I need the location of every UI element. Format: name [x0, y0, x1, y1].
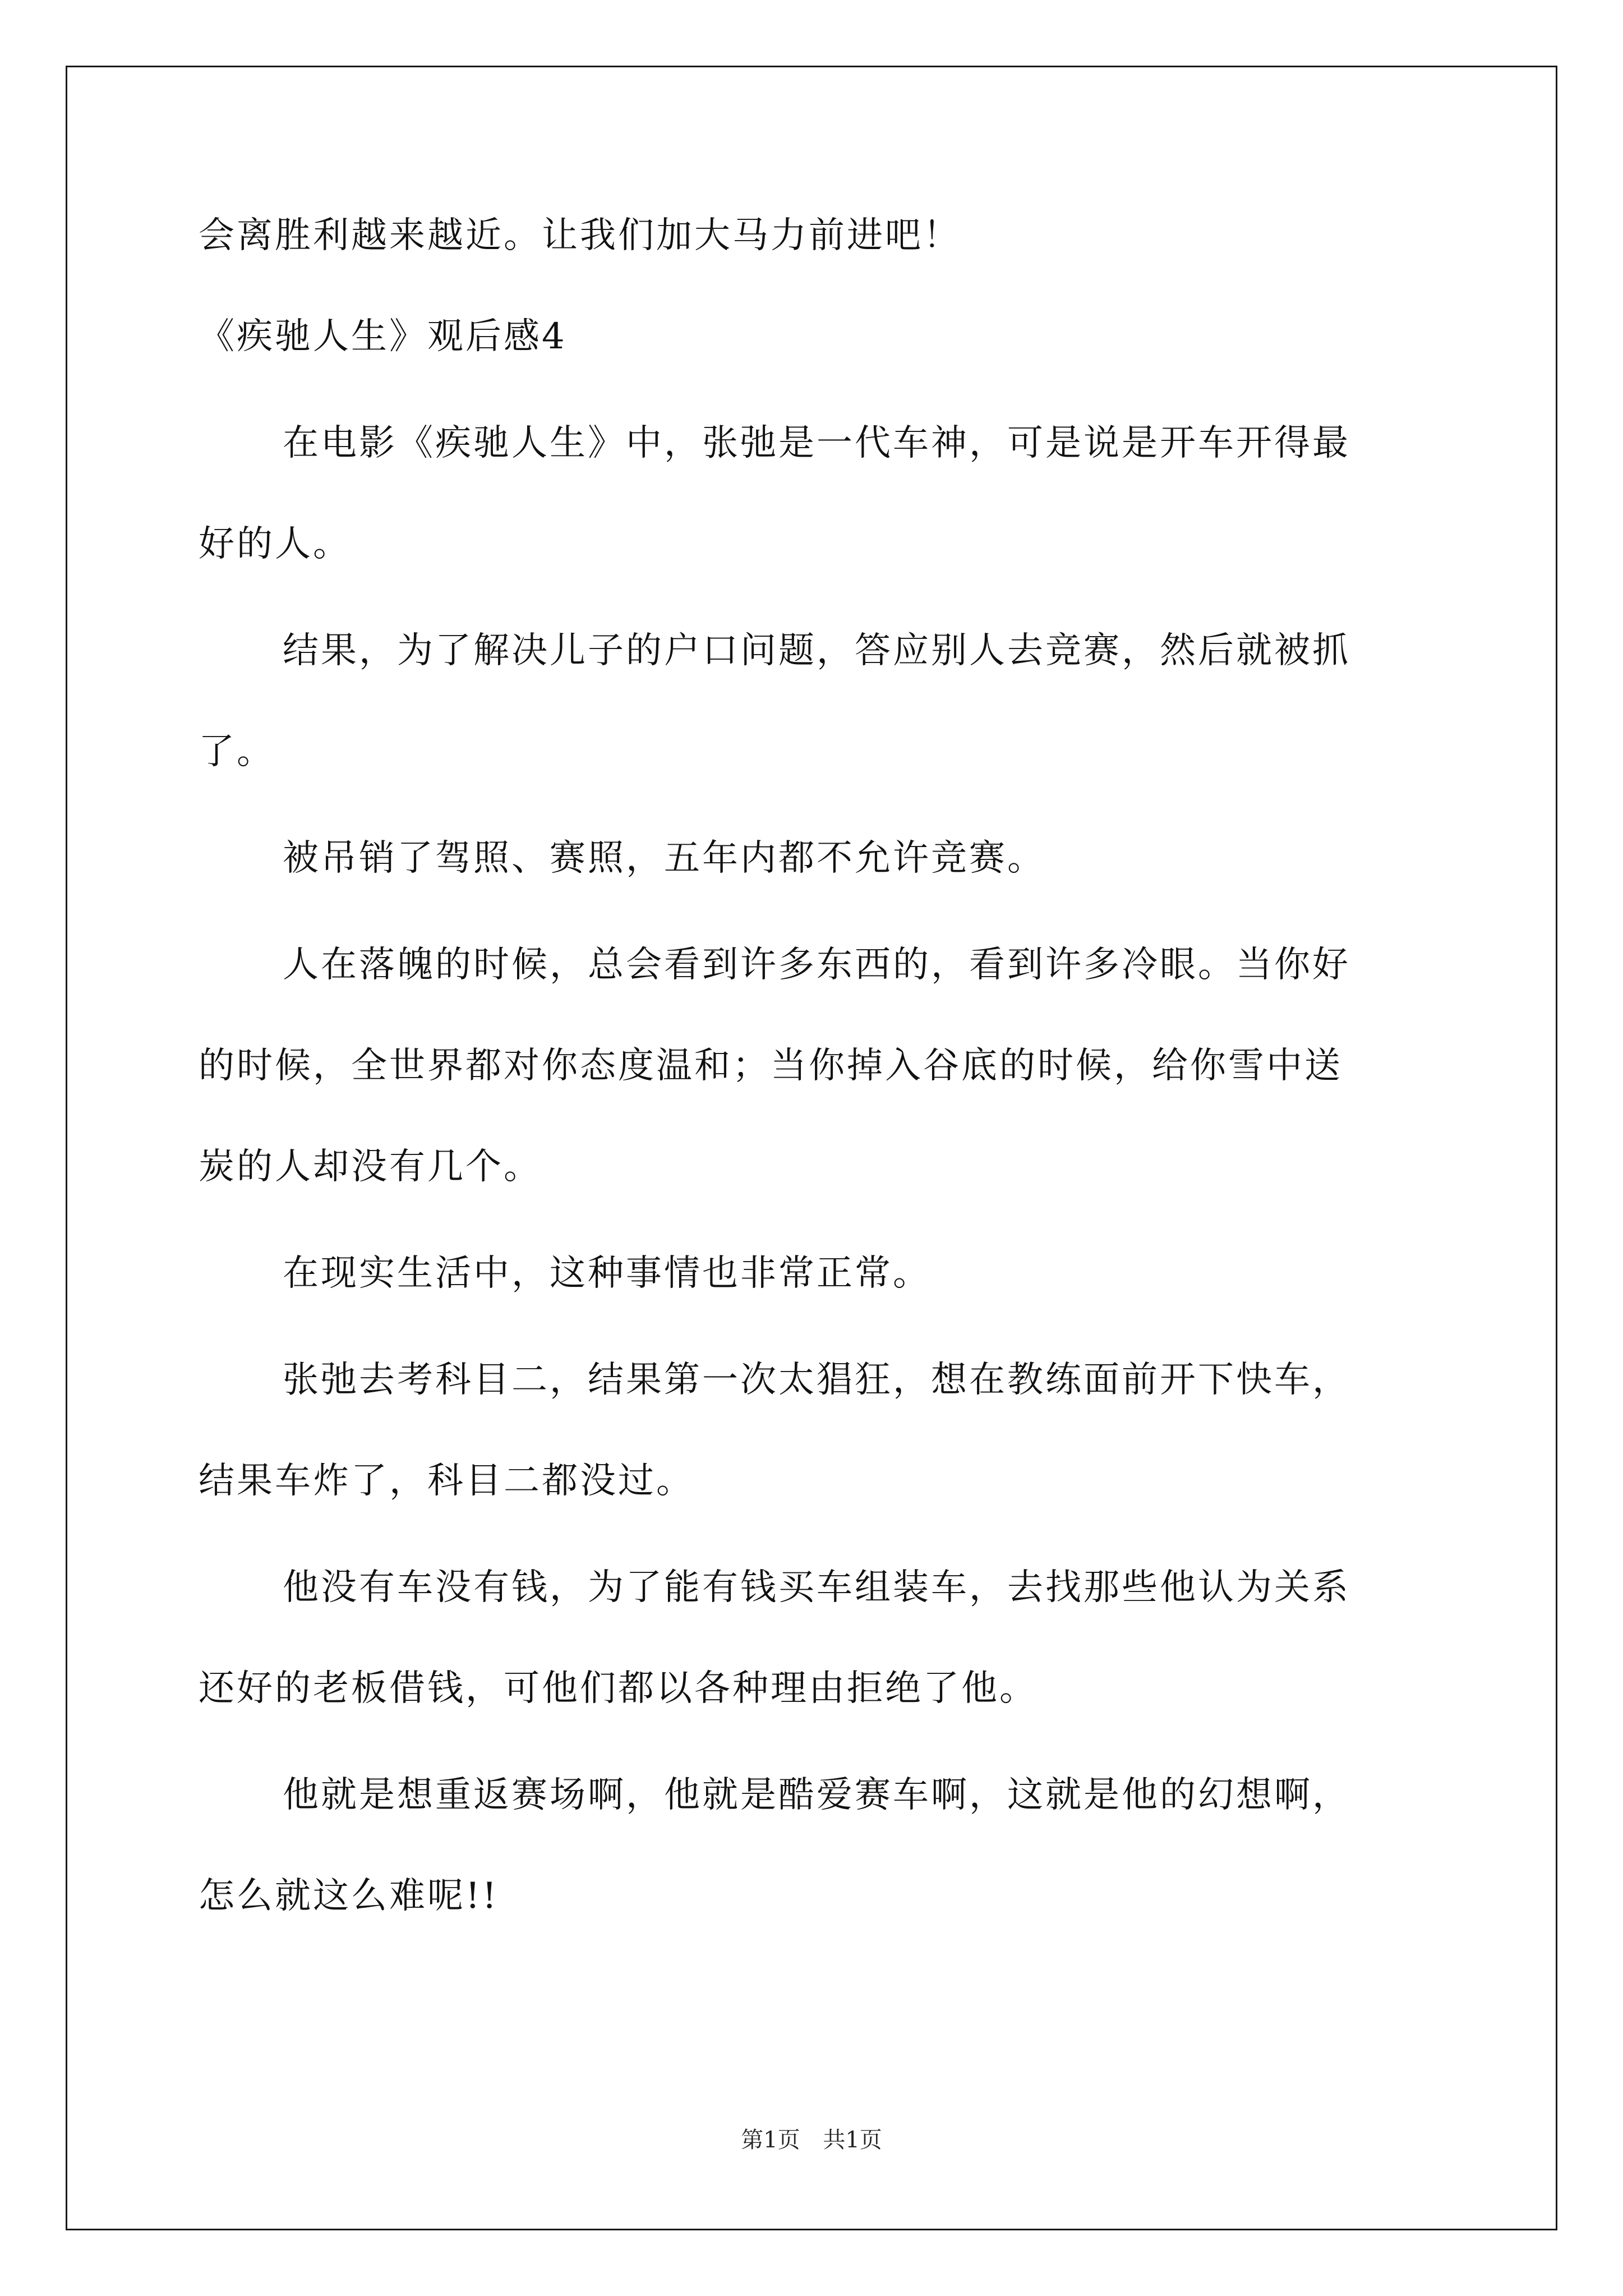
paragraph-line: 人在落魄的时候，总会看到许多东西的，看到许多冷眼。当你好: [283, 944, 1350, 986]
paragraph-line: 结果车炸了，科目二都没过。: [199, 1460, 694, 1502]
paragraph-line: 张弛去考科目二，结果第一次太猖狂，想在教练面前开下快车，: [283, 1359, 1350, 1401]
section-heading: 《疾驰人生》观后感4: [199, 316, 567, 357]
paragraph-line: 怎么就这么难呢!!: [199, 1875, 499, 1917]
paragraph-line: 炭的人却没有几个。: [199, 1146, 542, 1188]
paragraph-line: 了。: [199, 731, 275, 772]
paragraph-line: 会离胜利越来越近。让我们加大马力前进吧！: [199, 215, 961, 256]
page-footer: [0, 2126, 1623, 2154]
paragraph-line: 结果，为了解决儿子的户口问题，答应别人去竞赛，然后就被抓: [283, 630, 1350, 671]
paragraph-line: 的时候，全世界都对你态度温和；当你掉入谷底的时候，给你雪中送: [199, 1045, 1343, 1087]
paragraph-line: 他就是想重返赛场啊，他就是酷爱赛车啊，这就是他的幻想啊，: [283, 1774, 1350, 1816]
paragraph-line: 还好的老板借钱，可他们都以各种理由拒绝了他。: [199, 1668, 1038, 1709]
page-number: 第1页: [741, 2127, 800, 2153]
page-total: 共1页: [823, 2127, 882, 2153]
paragraph-line: 在现实生活中，这种事情也非常正常。: [283, 1253, 931, 1294]
paragraph-line: 他没有车没有钱，为了能有钱买车组装车，去找那些他认为关系: [283, 1567, 1350, 1608]
paragraph-line: 被吊销了驾照、赛照，五年内都不允许竞赛。: [283, 838, 1045, 879]
paragraph-line: 在电影《疾驰人生》中，张弛是一代车神，可是说是开车开得最: [283, 422, 1350, 464]
paragraph-line: 好的人。: [199, 523, 351, 565]
